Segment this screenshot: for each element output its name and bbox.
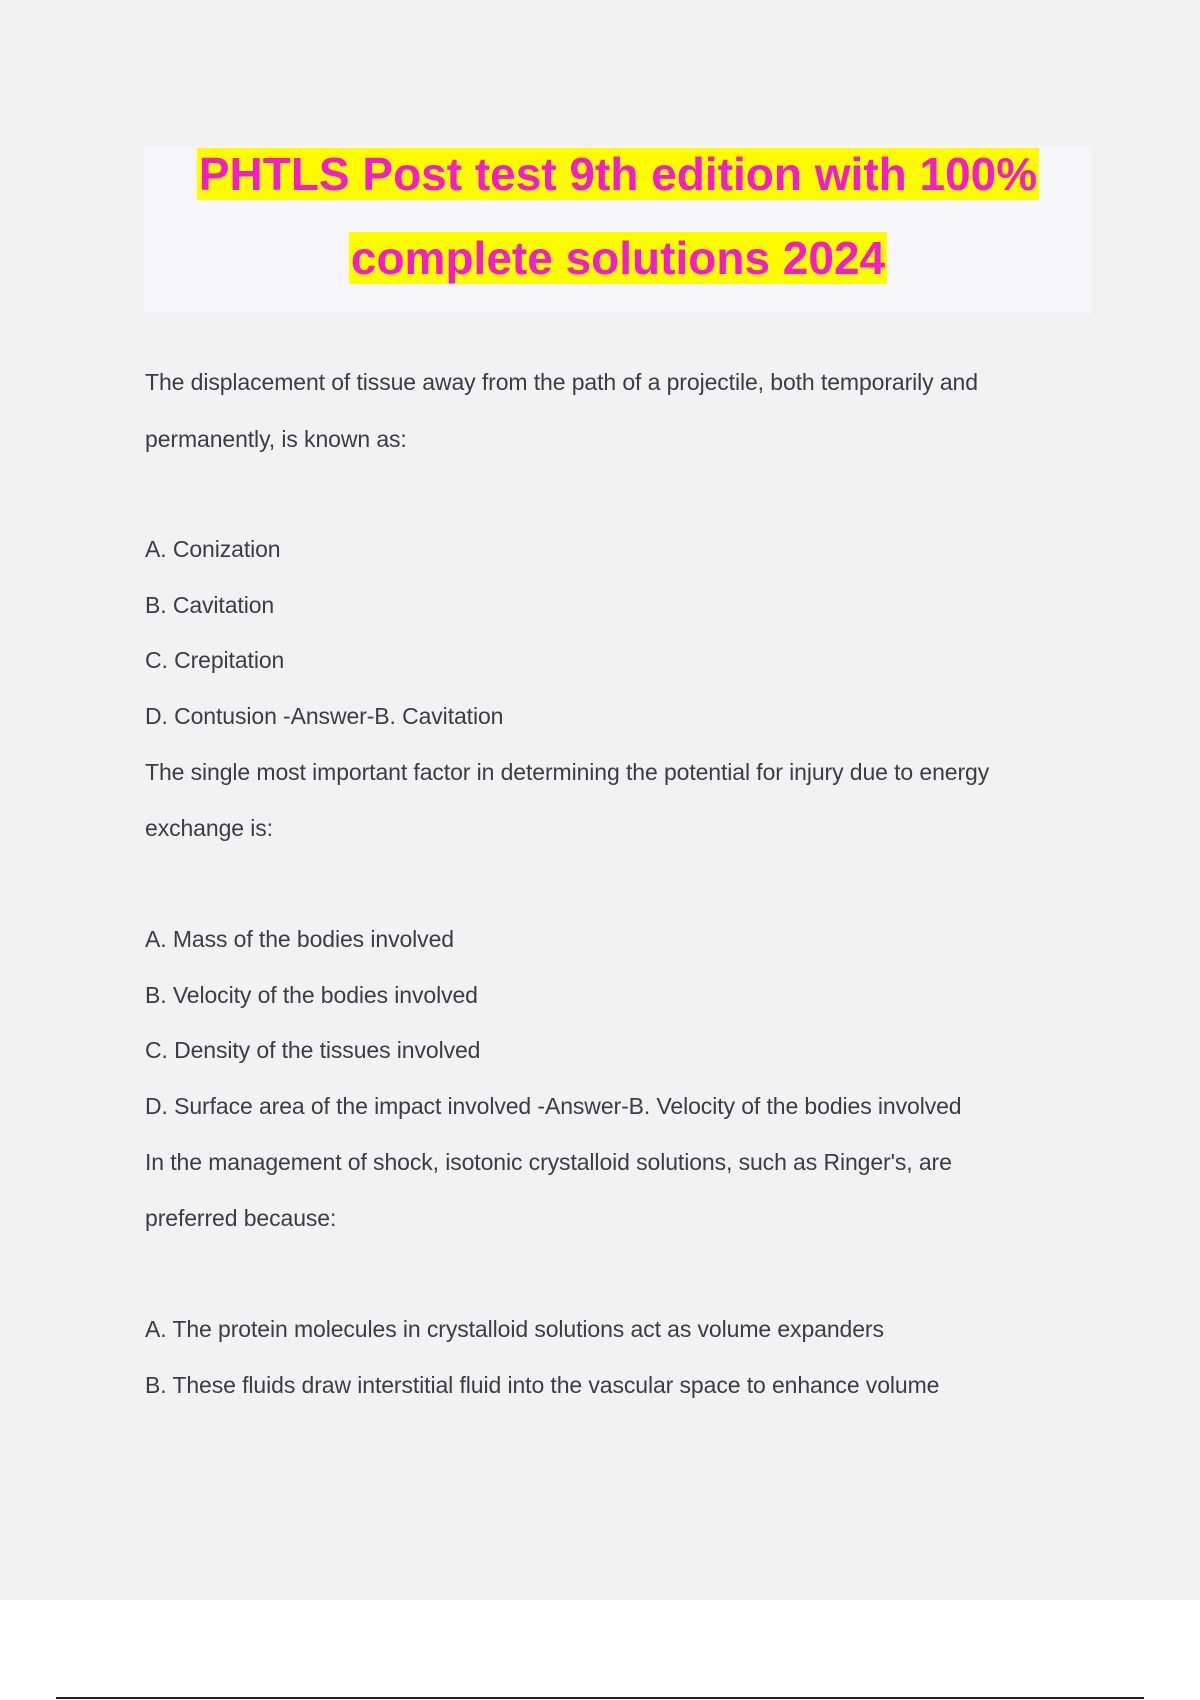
document-title-line-1: [144, 146, 1092, 202]
question-1-option-a: A. Conization: [145, 536, 281, 562]
question-2-option-a: A. Mass of the bodies involved: [145, 926, 454, 952]
footer-rule: [56, 1697, 1144, 1699]
question-1-option-b: B. Cavitation: [145, 592, 275, 618]
document-title-line-2: [144, 230, 1092, 286]
question-1-text: The displacement of tissue away from the path of a projectile, both temporarily and: [145, 369, 978, 395]
title-text-1: PHTLS Post test 9th edition with 100%: [198, 148, 1038, 200]
question-2-option-b: B. Velocity of the bodies involved: [145, 982, 478, 1008]
question-2-text: The single most important factor in determining the potential for injury due to energy: [145, 759, 990, 785]
question-3-option-a: A. The protein molecules in crystalloid solutions act as volume expanders: [145, 1316, 884, 1342]
question-2-option-c: C. Density of the tissues involved: [145, 1037, 481, 1063]
question-2-option-d-answer: D. Surface area of the impact involved -Answer-B. Velocity of the bodies involved: [145, 1093, 962, 1119]
question-2-text-cont: exchange is:: [145, 815, 273, 841]
question-3-option-b: B. These fluids draw interstitial fluid into the vascular space to enhance volume: [145, 1372, 940, 1398]
question-3-text: In the management of shock, isotonic crystalloid solutions, such as Ringer's, are: [145, 1149, 952, 1175]
title-text-2: complete solutions 2024: [350, 232, 886, 284]
question-1-option-d-answer: D. Contusion -Answer-B. Cavitation: [145, 703, 504, 729]
question-1-option-c: C. Crepitation: [145, 647, 285, 673]
question-1-text-cont: permanently, is known as:: [145, 426, 407, 452]
question-3-text-cont: preferred because:: [145, 1205, 337, 1231]
